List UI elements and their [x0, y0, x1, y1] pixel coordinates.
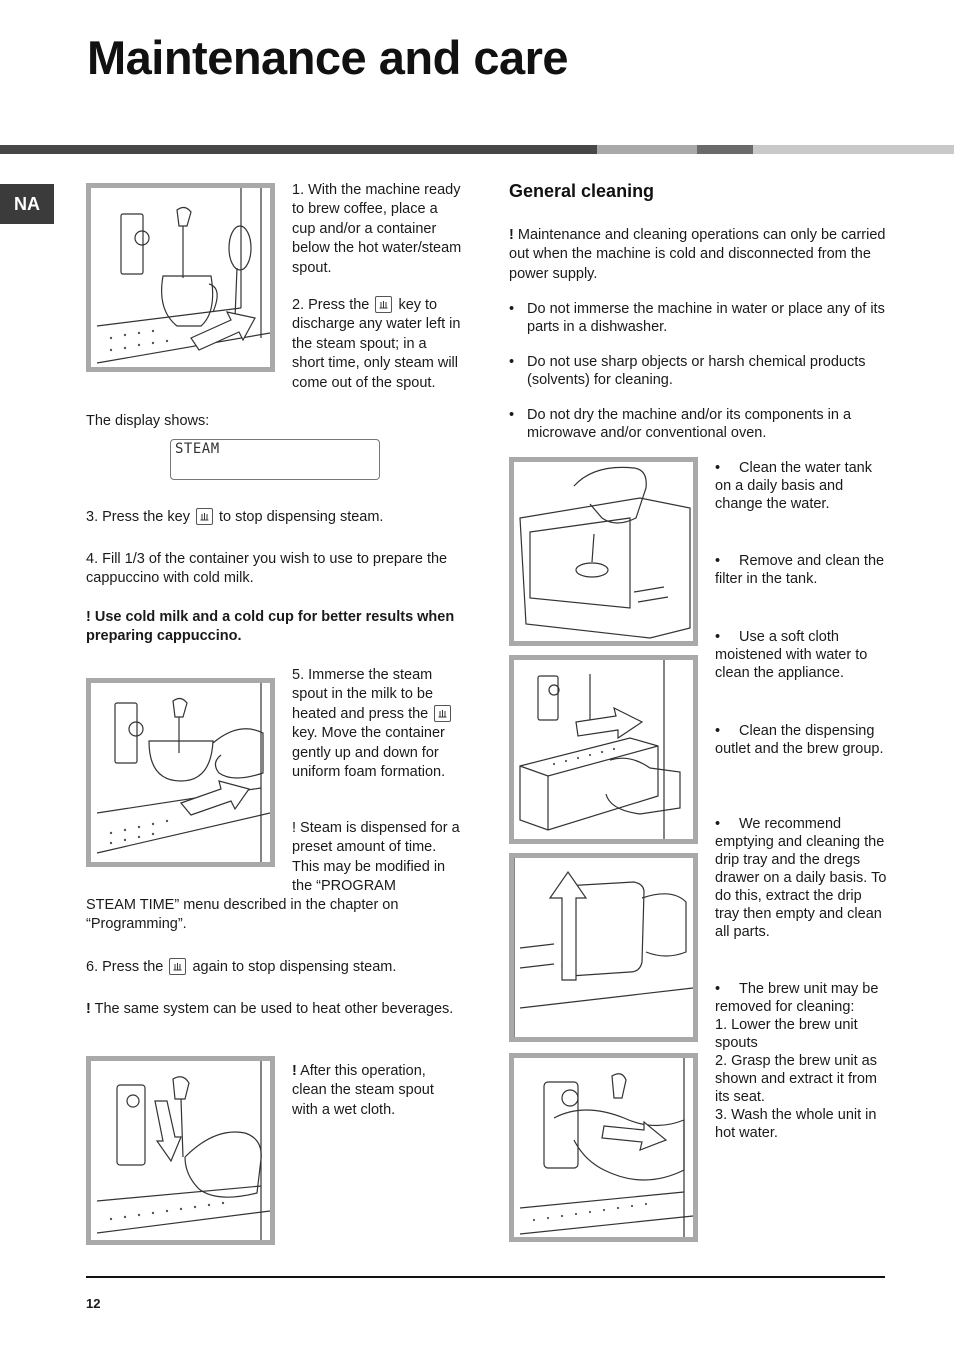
steam-key-icon — [375, 296, 392, 313]
step-5-pre: 5. Immerse the steam spout in the milk to be heated and press the — [292, 667, 434, 722]
brew-step-2: 2. Grasp the brew unit as shown and extract it from its seat. — [715, 1053, 877, 1105]
figure-immerse-spout — [86, 678, 275, 867]
page-title: Maintenance and care — [87, 31, 569, 84]
general-cleaning-heading: General cleaning — [509, 181, 655, 201]
cold-milk-warning: ! Use cold milk and a cold cup for better results when preparing cappuccino. — [86, 609, 455, 645]
display-value: STEAM — [175, 441, 220, 457]
tip-text: Remove and clean the filter in the tank. — [715, 553, 885, 587]
bullet-dot: • — [509, 407, 515, 423]
figure-steam-spout-cup — [86, 183, 275, 372]
cleaning-warning-text: Maintenance and cleaning operations can only be carried out when the machine is cold and disconnected from the power supply. — [509, 227, 886, 282]
display-label: The display shows: — [86, 413, 210, 429]
brew-step-3: 3. Wash the whole unit in hot water. — [715, 1107, 877, 1141]
figure-dregs-drawer — [509, 853, 698, 1042]
cleaning-warning — [509, 226, 887, 284]
footer-rule — [86, 1276, 885, 1278]
step-2-pre: 2. Press the — [292, 297, 370, 313]
after-operation-text: After this operation, clean the steam spout with a wet cloth. — [292, 1063, 434, 1118]
tip-filter — [715, 552, 887, 588]
bullet-text: Do not immerse the machine in water or place any of its parts in a dishwasher. — [527, 301, 885, 335]
steam-key-icon — [434, 705, 451, 722]
same-system-note — [86, 1000, 458, 1019]
header-bar-light — [753, 145, 954, 154]
tip-drip-tray — [715, 815, 887, 941]
after-operation-mark: ! — [292, 1063, 297, 1079]
step-6-text — [86, 958, 458, 977]
bullet-dot: • — [715, 553, 721, 569]
steam-key-icon — [196, 508, 213, 525]
cleaning-bullet-3 — [509, 406, 887, 442]
step-2-text — [292, 296, 462, 393]
tip-text: We recommend emptying and cleaning the drip tray and the dregs drawer on a daily basis. To do this, extract the drip tray then empty and clean all parts. — [715, 816, 887, 940]
tip-text: Clean the water tank on a daily basis and change the water. — [715, 460, 872, 512]
language-tab: NA — [0, 184, 54, 224]
bullet-dot: • — [715, 981, 721, 997]
tip-text: The brew unit may be removed for cleaning: — [715, 981, 879, 1015]
figure-clean-spout — [86, 1056, 275, 1245]
page-number: 12 — [86, 1296, 101, 1311]
step-2-post: key to discharge any water left in the steam spout; in a short time, only steam will come out of the spout. — [292, 297, 461, 391]
tip-soft-cloth — [715, 628, 887, 682]
bullet-text: Do not use sharp objects or harsh chemical products (solvents) for cleaning. — [527, 354, 866, 388]
header-bar-dark — [0, 145, 597, 154]
bullet-dot: • — [715, 460, 721, 476]
same-system-mark: ! — [86, 1001, 91, 1017]
steam-time-note-a: ! Steam is dispensed for a preset amount of time. This may be modified in the “PROGRAM — [292, 820, 460, 895]
step-3-post: to stop dispensing steam. — [219, 509, 384, 525]
same-system-text: The same system can be used to heat other beverages. — [94, 1001, 454, 1017]
figure-water-tank — [509, 457, 698, 646]
step-4-text: 4. Fill 1/3 of the container you wish to use to prepare the cappuccino with cold milk. — [86, 551, 448, 587]
cleaning-warning-mark: ! — [509, 227, 514, 243]
tip-text: Use a soft cloth moistened with water to clean the appliance. — [715, 629, 868, 681]
tip-dispensing-outlet — [715, 722, 887, 758]
step-3-pre: 3. Press the key — [86, 509, 190, 525]
brew-step-1: 1. Lower the brew unit spouts — [715, 1017, 858, 1051]
step-1-text: 1. With the machine ready to brew coffee, place a cup and/or a container below the hot water/steam spout. — [292, 182, 462, 276]
bullet-dot: • — [715, 629, 721, 645]
bullet-dot: • — [715, 723, 721, 739]
bullet-dot: • — [509, 354, 515, 370]
step-3-text — [86, 508, 458, 527]
header-bar-accent — [697, 145, 753, 154]
cleaning-bullet-2 — [509, 353, 887, 389]
bullet-text: Do not dry the machine and/or its components in a microwave and/or conventional oven. — [527, 407, 852, 441]
step-5-text — [292, 666, 464, 782]
step-6-pre: 6. Press the — [86, 959, 164, 975]
display-screen — [170, 439, 380, 480]
after-operation-note — [292, 1062, 462, 1120]
bullet-dot: • — [509, 301, 515, 317]
tip-water-tank — [715, 459, 887, 513]
step-5-post: key. Move the container gently up and down for uniform foam formation. — [292, 725, 446, 781]
tip-text: Clean the dispensing outlet and the brew group. — [715, 723, 884, 757]
figure-brew-unit — [509, 1053, 698, 1242]
header-bar-mid — [597, 145, 697, 154]
bullet-dot: • — [715, 816, 721, 832]
steam-key-icon — [169, 958, 186, 975]
cleaning-bullet-1 — [509, 300, 887, 336]
figure-drip-tray — [509, 655, 698, 844]
steam-time-note-b: STEAM TIME” menu described in the chapter on “Programming”. — [86, 897, 399, 933]
step-6-post: again to stop dispensing steam. — [192, 959, 397, 975]
tip-brew-unit — [715, 980, 887, 1142]
